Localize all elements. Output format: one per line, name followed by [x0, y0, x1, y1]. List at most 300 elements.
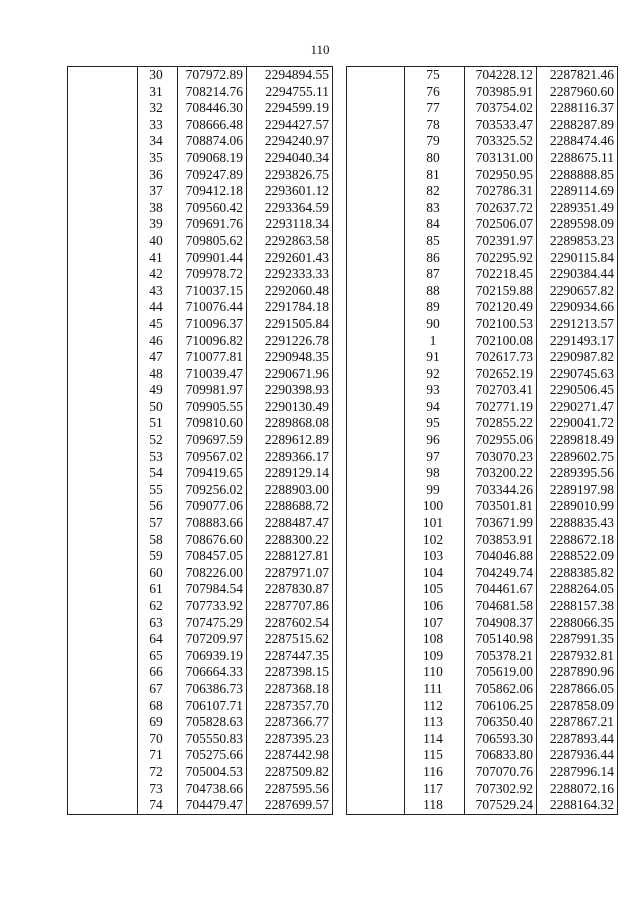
blank-cell — [68, 117, 138, 134]
table-row — [347, 432, 618, 449]
blank-cell — [347, 333, 405, 350]
table-row — [347, 532, 618, 549]
point-number: 61 — [138, 581, 178, 598]
point-number: 39 — [138, 216, 178, 233]
x-coordinate: 708457.05 — [178, 548, 247, 565]
blank-cell — [347, 465, 405, 482]
table-row — [347, 698, 618, 715]
y-coordinate: 2290934.66 — [537, 299, 618, 316]
table-row — [68, 399, 333, 416]
point-number: 114 — [405, 731, 465, 748]
x-coordinate: 703344.26 — [465, 482, 537, 499]
x-coordinate: 702159.88 — [465, 283, 537, 300]
blank-cell — [68, 714, 138, 731]
blank-cell — [347, 67, 405, 84]
y-coordinate: 2294427.57 — [247, 117, 333, 134]
x-coordinate: 709901.44 — [178, 250, 247, 267]
table-row — [347, 150, 618, 167]
y-coordinate: 2287960.60 — [537, 84, 618, 101]
x-coordinate: 702120.49 — [465, 299, 537, 316]
x-coordinate: 702637.72 — [465, 200, 537, 217]
blank-cell — [347, 167, 405, 184]
table-row — [347, 548, 618, 565]
x-coordinate: 709560.42 — [178, 200, 247, 217]
y-coordinate: 2291505.84 — [247, 316, 333, 333]
y-coordinate: 2288264.05 — [537, 581, 618, 598]
y-coordinate: 2287858.09 — [537, 698, 618, 715]
x-coordinate: 702391.97 — [465, 233, 537, 250]
y-coordinate: 2290271.47 — [537, 399, 618, 416]
point-number: 46 — [138, 333, 178, 350]
table-row — [68, 532, 333, 549]
blank-cell — [68, 167, 138, 184]
point-number: 115 — [405, 747, 465, 764]
blank-cell — [347, 598, 405, 615]
blank-cell — [347, 515, 405, 532]
table-row — [68, 84, 333, 101]
x-coordinate: 709567.02 — [178, 449, 247, 466]
y-coordinate: 2287602.54 — [247, 615, 333, 632]
point-number: 67 — [138, 681, 178, 698]
table-row — [68, 266, 333, 283]
x-coordinate: 705619.00 — [465, 664, 537, 681]
blank-cell — [347, 548, 405, 565]
x-coordinate: 705550.83 — [178, 731, 247, 748]
table-row — [68, 167, 333, 184]
x-coordinate: 705140.98 — [465, 631, 537, 648]
y-coordinate: 2287866.05 — [537, 681, 618, 698]
table-row — [347, 615, 618, 632]
point-number: 53 — [138, 449, 178, 466]
y-coordinate: 2294240.97 — [247, 133, 333, 150]
blank-cell — [68, 764, 138, 781]
point-number: 55 — [138, 482, 178, 499]
y-coordinate: 2290987.82 — [537, 349, 618, 366]
y-coordinate: 2287447.35 — [247, 648, 333, 665]
table-row — [347, 183, 618, 200]
point-number: 110 — [405, 664, 465, 681]
table-row — [347, 465, 618, 482]
blank-cell — [347, 150, 405, 167]
blank-cell — [347, 565, 405, 582]
table-row — [347, 299, 618, 316]
point-number: 34 — [138, 133, 178, 150]
y-coordinate: 2288072.16 — [537, 781, 618, 798]
y-coordinate: 2287442.98 — [247, 747, 333, 764]
point-number: 30 — [138, 67, 178, 84]
coordinate-table-right — [346, 66, 618, 815]
table-row — [347, 100, 618, 117]
y-coordinate: 2290130.49 — [247, 399, 333, 416]
blank-cell — [347, 764, 405, 781]
blank-cell — [68, 415, 138, 432]
table-row — [68, 333, 333, 350]
x-coordinate: 703671.99 — [465, 515, 537, 532]
blank-cell — [68, 631, 138, 648]
x-coordinate: 710037.15 — [178, 283, 247, 300]
x-coordinate: 702652.19 — [465, 366, 537, 383]
table-row — [347, 415, 618, 432]
blank-cell — [347, 399, 405, 416]
point-number: 109 — [405, 648, 465, 665]
x-coordinate: 704738.66 — [178, 781, 247, 798]
point-number: 98 — [405, 465, 465, 482]
x-coordinate: 704046.88 — [465, 548, 537, 565]
table-row — [68, 747, 333, 764]
blank-cell — [68, 283, 138, 300]
table-row — [347, 333, 618, 350]
point-number: 104 — [405, 565, 465, 582]
y-coordinate: 2288116.37 — [537, 100, 618, 117]
point-number: 45 — [138, 316, 178, 333]
blank-cell — [68, 515, 138, 532]
x-coordinate: 703533.47 — [465, 117, 537, 134]
table-row — [68, 781, 333, 798]
point-number: 66 — [138, 664, 178, 681]
point-number: 100 — [405, 498, 465, 515]
x-coordinate: 702100.08 — [465, 333, 537, 350]
x-coordinate: 710077.81 — [178, 349, 247, 366]
table-row — [347, 366, 618, 383]
table-row — [68, 449, 333, 466]
x-coordinate: 705004.53 — [178, 764, 247, 781]
table-row — [68, 581, 333, 598]
x-coordinate: 707733.92 — [178, 598, 247, 615]
x-coordinate: 702218.45 — [465, 266, 537, 283]
x-coordinate: 705378.21 — [465, 648, 537, 665]
point-number: 96 — [405, 432, 465, 449]
table-row — [347, 67, 618, 84]
y-coordinate: 2292060.48 — [247, 283, 333, 300]
blank-cell — [347, 449, 405, 466]
x-coordinate: 707070.76 — [465, 764, 537, 781]
point-number: 77 — [405, 100, 465, 117]
blank-cell — [347, 250, 405, 267]
point-number: 79 — [405, 133, 465, 150]
x-coordinate: 709419.65 — [178, 465, 247, 482]
blank-cell — [347, 631, 405, 648]
y-coordinate: 2291213.57 — [537, 316, 618, 333]
y-coordinate: 2290041.72 — [537, 415, 618, 432]
y-coordinate: 2289598.09 — [537, 216, 618, 233]
blank-cell — [68, 648, 138, 665]
x-coordinate: 703853.91 — [465, 532, 537, 549]
table-row — [347, 316, 618, 333]
table-row — [68, 515, 333, 532]
x-coordinate: 709981.97 — [178, 382, 247, 399]
blank-cell — [347, 532, 405, 549]
blank-cell — [68, 349, 138, 366]
x-coordinate: 709077.06 — [178, 498, 247, 515]
y-coordinate: 2287357.70 — [247, 698, 333, 715]
point-number: 107 — [405, 615, 465, 632]
x-coordinate: 706664.33 — [178, 664, 247, 681]
x-coordinate: 702771.19 — [465, 399, 537, 416]
y-coordinate: 2288127.81 — [247, 548, 333, 565]
y-coordinate: 2292333.33 — [247, 266, 333, 283]
x-coordinate: 702955.06 — [465, 432, 537, 449]
x-coordinate: 702855.22 — [465, 415, 537, 432]
y-coordinate: 2289818.49 — [537, 432, 618, 449]
point-number: 87 — [405, 266, 465, 283]
y-coordinate: 2290657.82 — [537, 283, 618, 300]
point-number: 63 — [138, 615, 178, 632]
blank-cell — [347, 382, 405, 399]
blank-cell — [68, 598, 138, 615]
x-coordinate: 707984.54 — [178, 581, 247, 598]
table-row — [347, 598, 618, 615]
point-number: 47 — [138, 349, 178, 366]
blank-cell — [347, 698, 405, 715]
table-row — [68, 150, 333, 167]
blank-cell — [68, 133, 138, 150]
point-number: 68 — [138, 698, 178, 715]
y-coordinate: 2294599.19 — [247, 100, 333, 117]
blank-cell — [68, 747, 138, 764]
point-number: 101 — [405, 515, 465, 532]
y-coordinate: 2293601.12 — [247, 183, 333, 200]
point-number: 88 — [405, 283, 465, 300]
point-number: 84 — [405, 216, 465, 233]
table-row — [68, 349, 333, 366]
table-row — [347, 581, 618, 598]
point-number: 108 — [405, 631, 465, 648]
y-coordinate: 2293826.75 — [247, 167, 333, 184]
x-coordinate: 705862.06 — [465, 681, 537, 698]
x-coordinate: 708666.48 — [178, 117, 247, 134]
point-number: 41 — [138, 250, 178, 267]
y-coordinate: 2288300.22 — [247, 532, 333, 549]
y-coordinate: 2288385.82 — [537, 565, 618, 582]
blank-cell — [68, 366, 138, 383]
x-coordinate: 703200.22 — [465, 465, 537, 482]
blank-cell — [68, 797, 138, 814]
table-row — [68, 283, 333, 300]
y-coordinate: 2290745.63 — [537, 366, 618, 383]
point-number: 95 — [405, 415, 465, 432]
x-coordinate: 706833.80 — [465, 747, 537, 764]
blank-cell — [347, 266, 405, 283]
table-row — [68, 731, 333, 748]
point-number: 44 — [138, 299, 178, 316]
blank-cell — [68, 548, 138, 565]
blank-cell — [347, 747, 405, 764]
y-coordinate: 2287707.86 — [247, 598, 333, 615]
table-row — [347, 498, 618, 515]
coordinate-table-right-body — [347, 67, 618, 815]
coordinate-table-left — [67, 66, 333, 815]
x-coordinate: 703754.02 — [465, 100, 537, 117]
table-row — [68, 117, 333, 134]
y-coordinate: 2289129.14 — [247, 465, 333, 482]
table-row — [68, 216, 333, 233]
x-coordinate: 706593.30 — [465, 731, 537, 748]
point-number: 81 — [405, 167, 465, 184]
blank-cell — [68, 200, 138, 217]
y-coordinate: 2288474.46 — [537, 133, 618, 150]
x-coordinate: 705828.63 — [178, 714, 247, 731]
blank-cell — [68, 399, 138, 416]
point-number: 91 — [405, 349, 465, 366]
x-coordinate: 705275.66 — [178, 747, 247, 764]
x-coordinate: 708214.76 — [178, 84, 247, 101]
x-coordinate: 708446.30 — [178, 100, 247, 117]
x-coordinate: 709905.55 — [178, 399, 247, 416]
point-number: 75 — [405, 67, 465, 84]
point-number: 86 — [405, 250, 465, 267]
x-coordinate: 709256.02 — [178, 482, 247, 499]
x-coordinate: 707529.24 — [465, 797, 537, 814]
x-coordinate: 706106.25 — [465, 698, 537, 715]
blank-cell — [347, 366, 405, 383]
y-coordinate: 2291493.17 — [537, 333, 618, 350]
point-number: 65 — [138, 648, 178, 665]
y-coordinate: 2287867.21 — [537, 714, 618, 731]
table-row — [347, 449, 618, 466]
table-row — [347, 216, 618, 233]
table-row — [347, 200, 618, 217]
x-coordinate: 704908.37 — [465, 615, 537, 632]
y-coordinate: 2288287.89 — [537, 117, 618, 134]
x-coordinate: 708874.06 — [178, 133, 247, 150]
blank-cell — [347, 133, 405, 150]
point-number: 57 — [138, 515, 178, 532]
table-row — [347, 747, 618, 764]
table-row — [347, 482, 618, 499]
x-coordinate: 703070.23 — [465, 449, 537, 466]
blank-cell — [68, 449, 138, 466]
y-coordinate: 2287932.81 — [537, 648, 618, 665]
point-number: 33 — [138, 117, 178, 134]
y-coordinate: 2293118.34 — [247, 216, 333, 233]
table-row — [68, 183, 333, 200]
point-number: 90 — [405, 316, 465, 333]
table-row — [68, 200, 333, 217]
blank-cell — [68, 266, 138, 283]
table-row — [347, 84, 618, 101]
table-row — [68, 548, 333, 565]
x-coordinate: 710039.47 — [178, 366, 247, 383]
blank-cell — [68, 250, 138, 267]
table-row — [68, 797, 333, 814]
point-number: 72 — [138, 764, 178, 781]
table-row — [347, 382, 618, 399]
y-coordinate: 2287996.14 — [537, 764, 618, 781]
x-coordinate: 703131.00 — [465, 150, 537, 167]
y-coordinate: 2293364.59 — [247, 200, 333, 217]
point-number: 117 — [405, 781, 465, 798]
blank-cell — [347, 283, 405, 300]
table-row — [68, 714, 333, 731]
table-row — [68, 382, 333, 399]
table-row — [347, 349, 618, 366]
y-coordinate: 2288672.18 — [537, 532, 618, 549]
blank-cell — [68, 299, 138, 316]
point-number: 32 — [138, 100, 178, 117]
point-number: 58 — [138, 532, 178, 549]
point-number: 62 — [138, 598, 178, 615]
table-row — [347, 681, 618, 698]
blank-cell — [68, 183, 138, 200]
table-row — [68, 615, 333, 632]
point-number: 35 — [138, 150, 178, 167]
x-coordinate: 707475.29 — [178, 615, 247, 632]
point-number: 52 — [138, 432, 178, 449]
point-number: 70 — [138, 731, 178, 748]
y-coordinate: 2288066.35 — [537, 615, 618, 632]
table-row — [68, 681, 333, 698]
point-number: 118 — [405, 797, 465, 814]
point-number: 85 — [405, 233, 465, 250]
x-coordinate: 709691.76 — [178, 216, 247, 233]
x-coordinate: 709805.62 — [178, 233, 247, 250]
y-coordinate: 2294040.34 — [247, 150, 333, 167]
y-coordinate: 2289010.99 — [537, 498, 618, 515]
point-number: 64 — [138, 631, 178, 648]
point-number: 69 — [138, 714, 178, 731]
blank-cell — [68, 498, 138, 515]
table-row — [347, 167, 618, 184]
y-coordinate: 2287509.82 — [247, 764, 333, 781]
table-row — [68, 133, 333, 150]
y-coordinate: 2288888.85 — [537, 167, 618, 184]
y-coordinate: 2291784.18 — [247, 299, 333, 316]
table-row — [347, 283, 618, 300]
table-row — [347, 714, 618, 731]
point-number: 97 — [405, 449, 465, 466]
page-number: 110 — [310, 42, 330, 57]
x-coordinate: 709810.60 — [178, 415, 247, 432]
blank-cell — [347, 482, 405, 499]
y-coordinate: 2294894.55 — [247, 67, 333, 84]
x-coordinate: 709978.72 — [178, 266, 247, 283]
x-coordinate: 709247.89 — [178, 167, 247, 184]
x-coordinate: 702617.73 — [465, 349, 537, 366]
x-coordinate: 710096.37 — [178, 316, 247, 333]
blank-cell — [68, 465, 138, 482]
blank-cell — [347, 615, 405, 632]
point-number: 38 — [138, 200, 178, 217]
point-number: 42 — [138, 266, 178, 283]
x-coordinate: 710076.44 — [178, 299, 247, 316]
point-number: 99 — [405, 482, 465, 499]
y-coordinate: 2288835.43 — [537, 515, 618, 532]
point-number: 102 — [405, 532, 465, 549]
x-coordinate: 708883.66 — [178, 515, 247, 532]
table-row — [347, 515, 618, 532]
table-row — [347, 266, 618, 283]
y-coordinate: 2287890.96 — [537, 664, 618, 681]
table-row — [68, 498, 333, 515]
blank-cell — [68, 664, 138, 681]
blank-cell — [347, 349, 405, 366]
coordinate-table-left-body — [68, 67, 333, 815]
point-number: 112 — [405, 698, 465, 715]
point-number: 94 — [405, 399, 465, 416]
blank-cell — [347, 316, 405, 333]
x-coordinate: 706107.71 — [178, 698, 247, 715]
table-row — [68, 664, 333, 681]
y-coordinate: 2289395.56 — [537, 465, 618, 482]
y-coordinate: 2288675.11 — [537, 150, 618, 167]
blank-cell — [347, 664, 405, 681]
blank-cell — [68, 100, 138, 117]
y-coordinate: 2292863.58 — [247, 233, 333, 250]
blank-cell — [68, 233, 138, 250]
point-number: 93 — [405, 382, 465, 399]
table-row — [347, 797, 618, 814]
table-row — [347, 764, 618, 781]
